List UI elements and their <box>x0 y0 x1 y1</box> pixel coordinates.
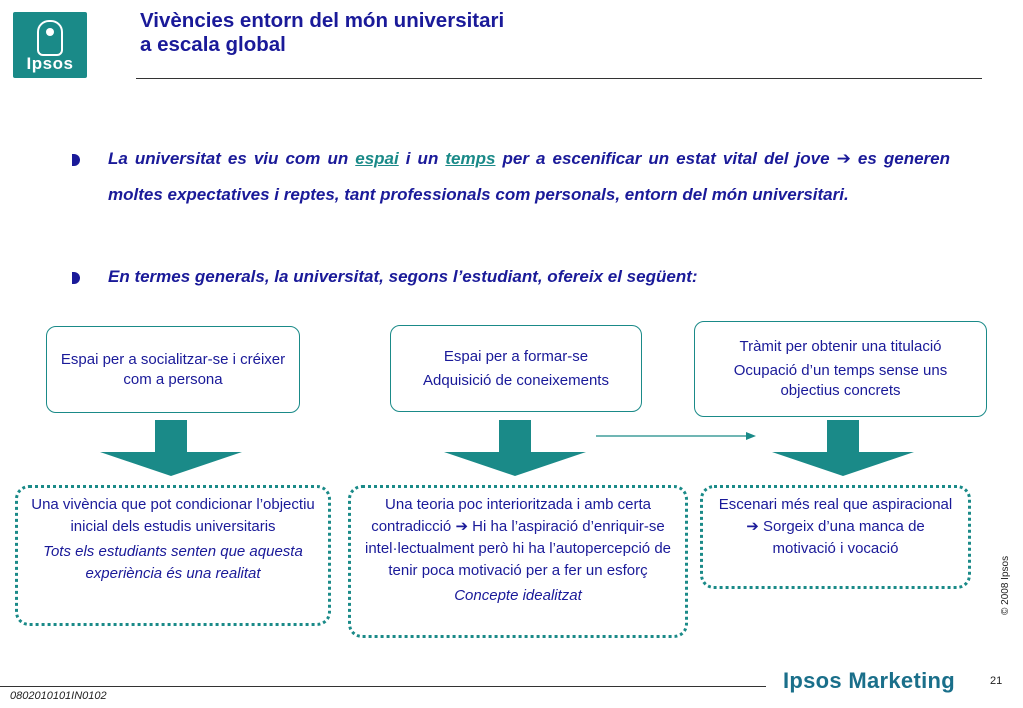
bottom-box-theory <box>348 485 688 638</box>
arrow-right-icon: ➔ <box>455 518 469 535</box>
down-arrow-icon <box>772 420 914 476</box>
bullet-1-part: i un <box>398 149 446 168</box>
footer-divider <box>0 686 766 687</box>
top-box-text: Ocupació d’un temps sense uns objectius concrets <box>733 362 948 399</box>
arrow-right-icon: ➔ <box>746 518 759 535</box>
bullet-2-text: En termes generals, la universitat, segons l’estudiant, ofereix el següent: <box>108 267 698 286</box>
bullet-1-part: es generen moltes expectatives i reptes, tant professionals com personals, entorn del món universitari. <box>108 149 950 204</box>
top-box-socialize <box>46 326 300 413</box>
down-arrow-icon <box>100 420 242 476</box>
bullet-1-text <box>108 141 950 213</box>
bullet-1-part: per a escenificar un estat vital del jove <box>495 149 837 168</box>
title-divider <box>136 78 982 79</box>
bullet-1-part: La universitat es viu com un <box>108 149 356 168</box>
bottom-box-part: Una teoria poc interioritzada i amb certa contradicció <box>371 496 651 535</box>
bottom-box-experience <box>15 485 331 626</box>
keyword-espai: espai <box>355 149 399 168</box>
document-code: 0802010101IN0102 <box>10 690 107 702</box>
top-box-text: Espai per a formar-se <box>443 347 589 365</box>
bottom-box-text: Una vivència que pot condicionar l’objectiu inicial dels estudis universitaris <box>31 496 315 535</box>
top-box-training <box>390 325 642 412</box>
ipsos-logo <box>13 12 87 78</box>
logo-text: Ipsos <box>26 54 74 73</box>
connector-arrow-icon <box>596 429 756 443</box>
arrow-right-icon: ➔ <box>836 149 851 168</box>
top-box-text: Tràmit per obtenir una titulació <box>739 338 942 355</box>
title-line-1: Vivències entorn del món universitari <box>140 9 505 32</box>
bottom-box-part: Hi ha l’aspiració d’enriquir-se intel·lectualment però hi ha l’autopercepció de tenir poca motivació per a fer un esforç <box>364 518 672 579</box>
title-line-2: a escala global <box>140 33 286 56</box>
top-box-degree <box>694 321 987 417</box>
keyword-temps: temps <box>445 149 496 168</box>
page-title <box>140 9 840 57</box>
brand-logo-text: Ipsos Marketing <box>783 668 955 693</box>
bottom-box-text <box>363 494 673 582</box>
page-number: 21 <box>990 675 1003 687</box>
bullet-icon <box>72 272 80 284</box>
down-arrow-icon <box>444 420 586 476</box>
bullet-icon <box>72 154 80 166</box>
bottom-box-scenario <box>700 485 971 589</box>
bottom-box-italic: Concepte idealitzat <box>454 587 582 604</box>
top-box-text: Adquisició de coneixements <box>423 371 609 389</box>
copyright-notice: © 2008 Ipsos <box>1000 555 1011 615</box>
top-box-text: Espai per a socialitzar-se i créixer com a persona <box>60 350 286 388</box>
bottom-box-text <box>715 494 956 560</box>
bottom-box-part: Sorgeix d’una manca de motivació i vocació <box>758 518 925 557</box>
bottom-box-part: Escenari més real que aspiracional <box>718 496 953 513</box>
bottom-box-italic: Tots els estudiants senten que aquesta experiència és una realitat <box>43 543 303 582</box>
person-icon <box>37 20 63 56</box>
